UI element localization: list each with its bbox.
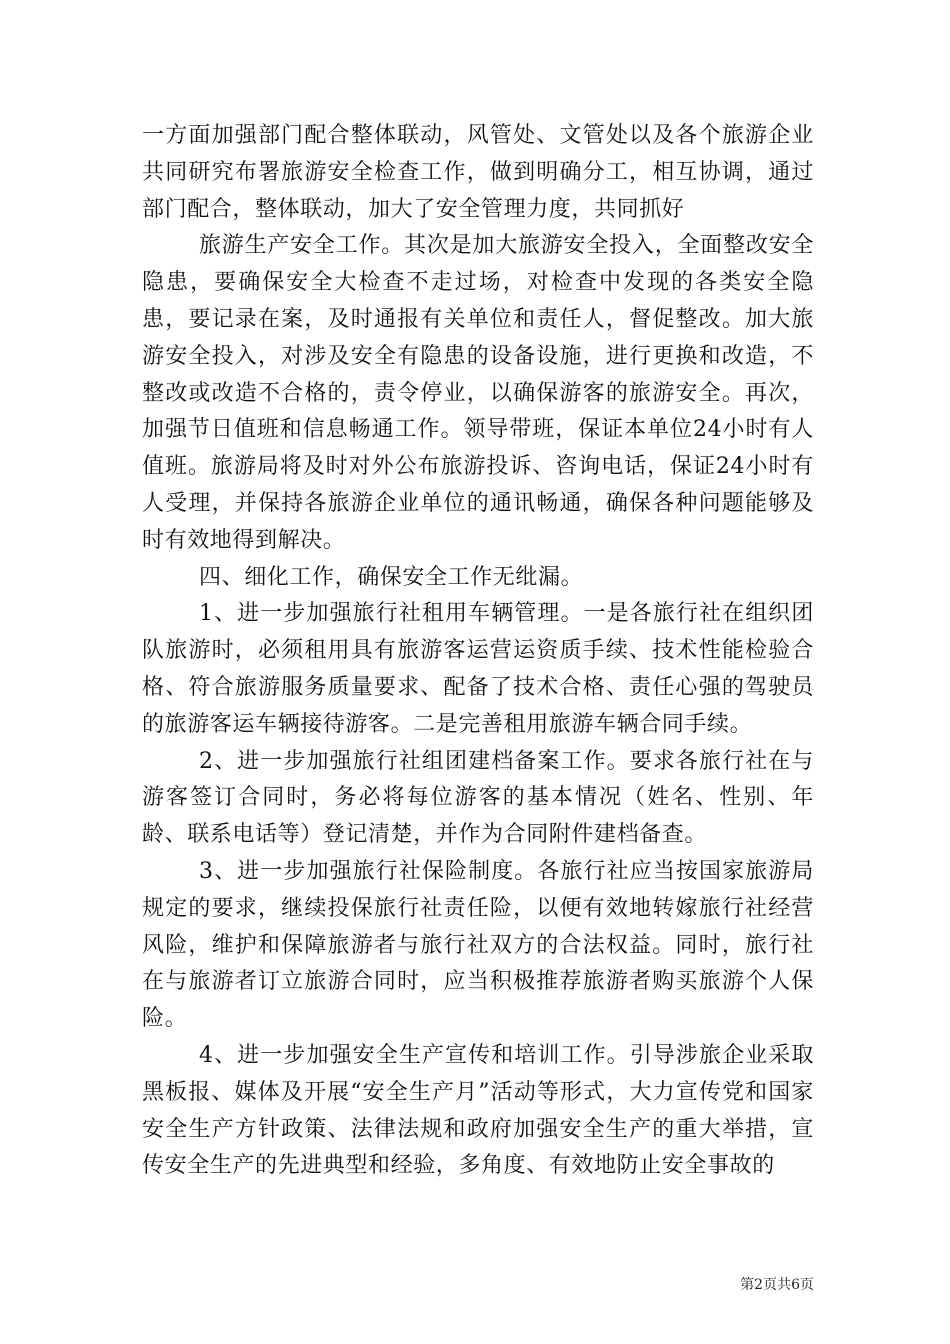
paragraph-item-2: 2、进一步加强旅行社组团建档备案工作。要求各旅行社在与游客签订合同时，务必将每位游客的基本情况（姓名、性别、年龄、联系电话等）登记清楚，并作为合同附件建档备查。 <box>142 748 814 848</box>
paragraph-1: 一方面加强部门配合整体联动，风管处、文管处以及各个旅游企业共同研究布署旅游安全检查工作，做到明确分工，相互协调，通过部门配合，整体联动，加大了安全管理力度，共同抓好 <box>142 123 814 222</box>
paragraph-2: 旅游生产安全工作。其次是加大旅游安全投入，全面整改安全隐患，要确保安全大检查不走过场，对检查中发现的各类安全隐患，要记录在案，及时通报有关单位和责任人，督促整改。加大旅游安全投入，对涉及安全有隐患的设备设施，进行更换和改造，不整改或改造不合格的，责令停业，以确保游客的旅游安全。再次，加强节日值班和信息畅通工作。领导带班，保证本单位24小时有人值班。旅游局将及时对外公布旅游投诉、咨询电话，保证24小时有人受理，并保持各旅游企业单位的通讯畅通，确保各种问题能够及时有效地得到解决。 <box>142 233 814 553</box>
paragraph-item-4: 4、进一步加强安全生产宣传和培训工作。引导涉旅企业采取黑板报、媒体及开展“安全生产月”活动等形式，大力宣传党和国家安全生产方针政策、法律法规和政府加强安全生产的重大举措，宣传安全生产的先进典型和经验，多角度、有效地防止安全事故的 <box>142 1042 814 1179</box>
section-heading-4: 四、细化工作，确保安全工作无纰漏。 <box>199 564 584 590</box>
page-number-footer: 第2页共6页 <box>740 1277 814 1293</box>
document-body <box>142 118 814 1185</box>
paragraph-item-1: 1、进一步加强旅行社租用车辆管理。一是各旅行社在组织团队旅游时，必须租用具有旅游客运营运资质手续、技术性能检验合格、符合旅游服务质量要求、配备了技术合格、责任心强的驾驶员的旅游客运车辆接待游客。二是完善租用旅游车辆合同手续。 <box>142 601 814 737</box>
paragraph-item-3: 3、进一步加强旅行社保险制度。各旅行社应当按国家旅游局规定的要求，继续投保旅行社责任险，以便有效地转嫁旅行社经营风险，维护和保障旅游者与旅行社双方的合法权益。同时，旅行社在与旅游者订立旅游合同时，应当积极推荐旅游者购买旅游个人保险。 <box>142 858 814 1032</box>
